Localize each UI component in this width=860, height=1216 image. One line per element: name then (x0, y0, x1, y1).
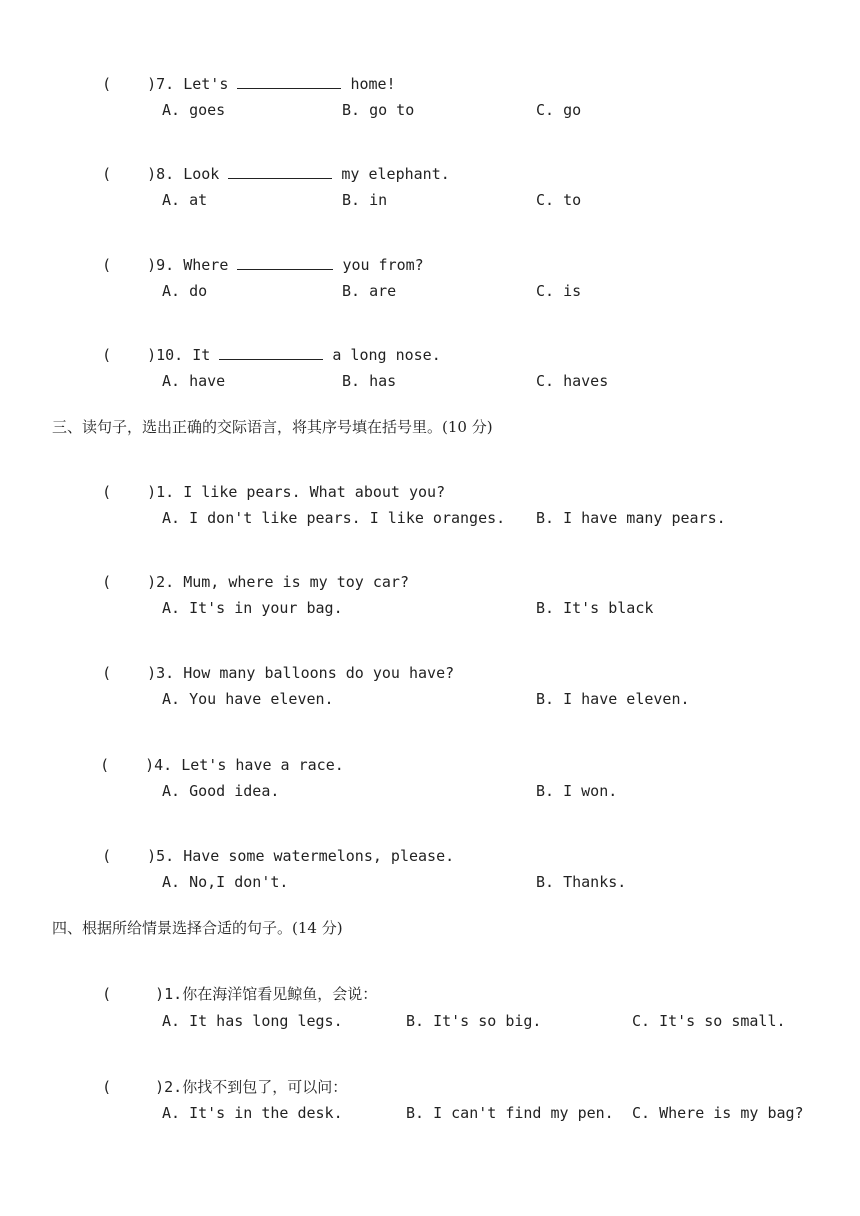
answer-paren[interactable]: ( (102, 256, 112, 274)
option-b[interactable]: B. I have many pears. (536, 509, 726, 527)
s3-question-2: ( )2. Mum, where is my toy car? (102, 573, 409, 591)
option-a[interactable]: A. Good idea. (162, 782, 280, 800)
option-b[interactable]: B. has (342, 372, 397, 390)
answer-paren[interactable]: ( (102, 483, 112, 501)
option-a[interactable]: A. It's in your bag. (162, 599, 343, 617)
option-a[interactable]: A. goes (162, 101, 226, 119)
option-b[interactable]: B. I won. (536, 782, 618, 800)
answer-paren[interactable]: ( (102, 75, 112, 93)
question-7: ( )7. Let's home! (102, 75, 396, 93)
option-c[interactable]: C. go (536, 101, 582, 119)
option-b[interactable]: B. It's black (536, 599, 654, 617)
answer-paren[interactable]: ( (102, 985, 112, 1003)
question-9: ( )9. Where you from? (102, 256, 424, 274)
option-b[interactable]: B. in (342, 191, 388, 209)
option-a[interactable]: A. It has long legs. (162, 1012, 343, 1030)
s3-question-5: ( )5. Have some watermelons, please. (102, 847, 455, 865)
question-8: ( )8. Look my elephant. (102, 165, 450, 183)
fill-blank[interactable] (228, 164, 332, 179)
fill-blank[interactable] (237, 255, 333, 270)
option-c[interactable]: C. It's so small. (632, 1012, 786, 1030)
option-a[interactable]: A. I don't like pears. I like oranges. (162, 509, 506, 527)
answer-paren[interactable]: ( (100, 756, 110, 774)
question-number: )10. (147, 346, 184, 364)
answer-paren[interactable]: ( (102, 165, 112, 183)
question-number: )9. (147, 256, 175, 274)
s3-question-1: ( )1. I like pears. What about you? (102, 483, 446, 501)
option-a[interactable]: A. It's in the desk. (162, 1104, 343, 1122)
s4-question-1: ( )1.你在海洋馆看见鲸鱼，会说： (102, 985, 378, 1003)
s4-question-2: ( )2.你找不到包了，可以问： (102, 1078, 348, 1096)
option-a[interactable]: A. have (162, 372, 226, 390)
option-a[interactable]: A. No,I don't. (162, 873, 289, 891)
option-b[interactable]: B. are (342, 282, 397, 300)
answer-paren[interactable]: ( (102, 346, 112, 364)
option-a[interactable]: A. at (162, 191, 208, 209)
answer-paren[interactable]: ( (102, 847, 112, 865)
option-b[interactable]: B. I have eleven. (536, 690, 690, 708)
question-number: )7. (147, 75, 175, 93)
option-b[interactable]: B. I can't find my pen. (406, 1104, 614, 1122)
section-3-heading: 三、读句子，选出正确的交际语言，将其序号填在括号里。(10 分) (52, 418, 493, 436)
option-c[interactable]: C. is (536, 282, 582, 300)
fill-blank[interactable] (219, 345, 323, 360)
fill-blank[interactable] (237, 74, 341, 89)
answer-paren[interactable]: ( (102, 1078, 112, 1096)
section-4-heading: 四、根据所给情景选择合适的句子。(14 分) (52, 919, 343, 937)
option-c[interactable]: C. Where is my bag? (632, 1104, 804, 1122)
option-b[interactable]: B. Thanks. (536, 873, 627, 891)
question-10: ( )10. It a long nose. (102, 346, 441, 364)
answer-paren[interactable]: ( (102, 664, 112, 682)
s3-question-3: ( )3. How many balloons do you have? (102, 664, 455, 682)
option-a[interactable]: A. You have eleven. (162, 690, 334, 708)
option-b[interactable]: B. go to (342, 101, 415, 119)
option-c[interactable]: C. haves (536, 372, 609, 390)
option-c[interactable]: C. to (536, 191, 582, 209)
answer-paren[interactable]: ( (102, 573, 112, 591)
question-number: )8. (147, 165, 175, 183)
option-a[interactable]: A. do (162, 282, 208, 300)
option-b[interactable]: B. It's so big. (406, 1012, 542, 1030)
s3-question-4: ( )4. Let's have a race. (100, 756, 344, 774)
